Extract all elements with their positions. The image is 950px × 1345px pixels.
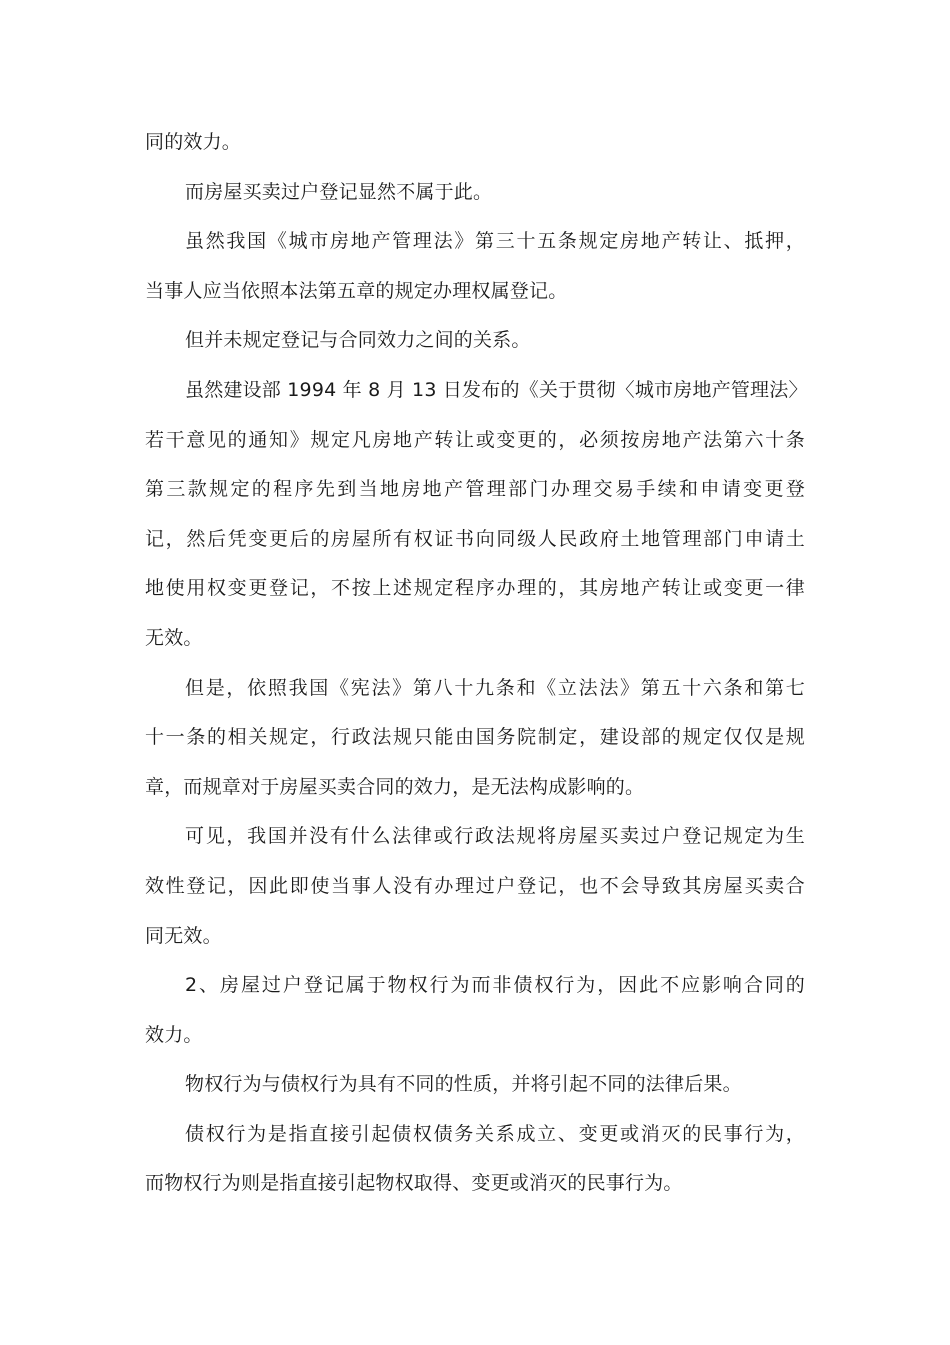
text-line: 地使用权变更登记，不按上述规定程序办理的，其房地产转让或变更一律 bbox=[145, 577, 805, 600]
text-line: 债权行为是指直接引起债权债务关系成立、变更或消灭的民事行为， bbox=[185, 1122, 805, 1145]
text-line: 无效。 bbox=[145, 626, 203, 649]
text-line: 十一条的相关规定，行政法规只能由国务院制定，建设部的规定仅仅是规 bbox=[145, 726, 805, 749]
paragraph bbox=[145, 168, 805, 218]
text-line: 但并未规定登记与合同效力之间的关系。 bbox=[185, 329, 531, 352]
document-body bbox=[145, 118, 808, 1209]
text-line: 可见，我国并没有什么法律或行政法规将房屋买卖过户登记规定为生 bbox=[185, 825, 805, 848]
text-line: 而物权行为则是指直接引起物权取得、变更或消灭的民事行为。 bbox=[145, 1172, 683, 1195]
paragraph bbox=[145, 664, 805, 813]
text-line: 若干意见的通知》规定凡房地产转让或变更的，必须按房地产法第六十条 bbox=[145, 428, 805, 451]
text-line: 虽然建设部 1994 年 8 月 13 日发布的《关于贯彻〈城市房地产管理法〉 bbox=[185, 378, 808, 401]
paragraph bbox=[145, 366, 808, 664]
paragraph bbox=[145, 961, 805, 1060]
paragraph bbox=[145, 1060, 805, 1110]
paragraph bbox=[145, 1110, 805, 1209]
text-line: 效力。 bbox=[145, 1023, 203, 1046]
paragraph bbox=[145, 812, 805, 961]
text-line: 第三款规定的程序先到当地房地产管理部门办理交易手续和申请变更登 bbox=[145, 478, 805, 501]
text-line: 同的效力。 bbox=[145, 131, 242, 153]
text-line: 而房屋买卖过户登记显然不属于此。 bbox=[185, 180, 493, 203]
text-line: 虽然我国《城市房地产管理法》第三十五条规定房地产转让、抵押， bbox=[185, 230, 805, 253]
text-line: 同无效。 bbox=[145, 924, 222, 947]
text-line: 记，然后凭变更后的房屋所有权证书向同级人民政府土地管理部门申请土 bbox=[145, 527, 805, 550]
text-line: 效性登记，因此即使当事人没有办理过户登记，也不会导致其房屋买卖合 bbox=[145, 874, 805, 897]
text-line: 2、房屋过户登记属于物权行为而非债权行为，因此不应影响合同的 bbox=[185, 974, 805, 997]
paragraph bbox=[145, 118, 805, 168]
text-line: 但是，依照我国《宪法》第八十九条和《立法法》第五十六条和第七 bbox=[185, 676, 805, 699]
text-line: 章，而规章对于房屋买卖合同的效力，是无法构成影响的。 bbox=[145, 775, 645, 798]
paragraph bbox=[145, 217, 805, 316]
text-line: 当事人应当依照本法第五章的规定办理权属登记。 bbox=[145, 279, 568, 302]
paragraph bbox=[145, 316, 805, 366]
text-line: 物权行为与债权行为具有不同的性质，并将引起不同的法律后果。 bbox=[185, 1073, 742, 1096]
